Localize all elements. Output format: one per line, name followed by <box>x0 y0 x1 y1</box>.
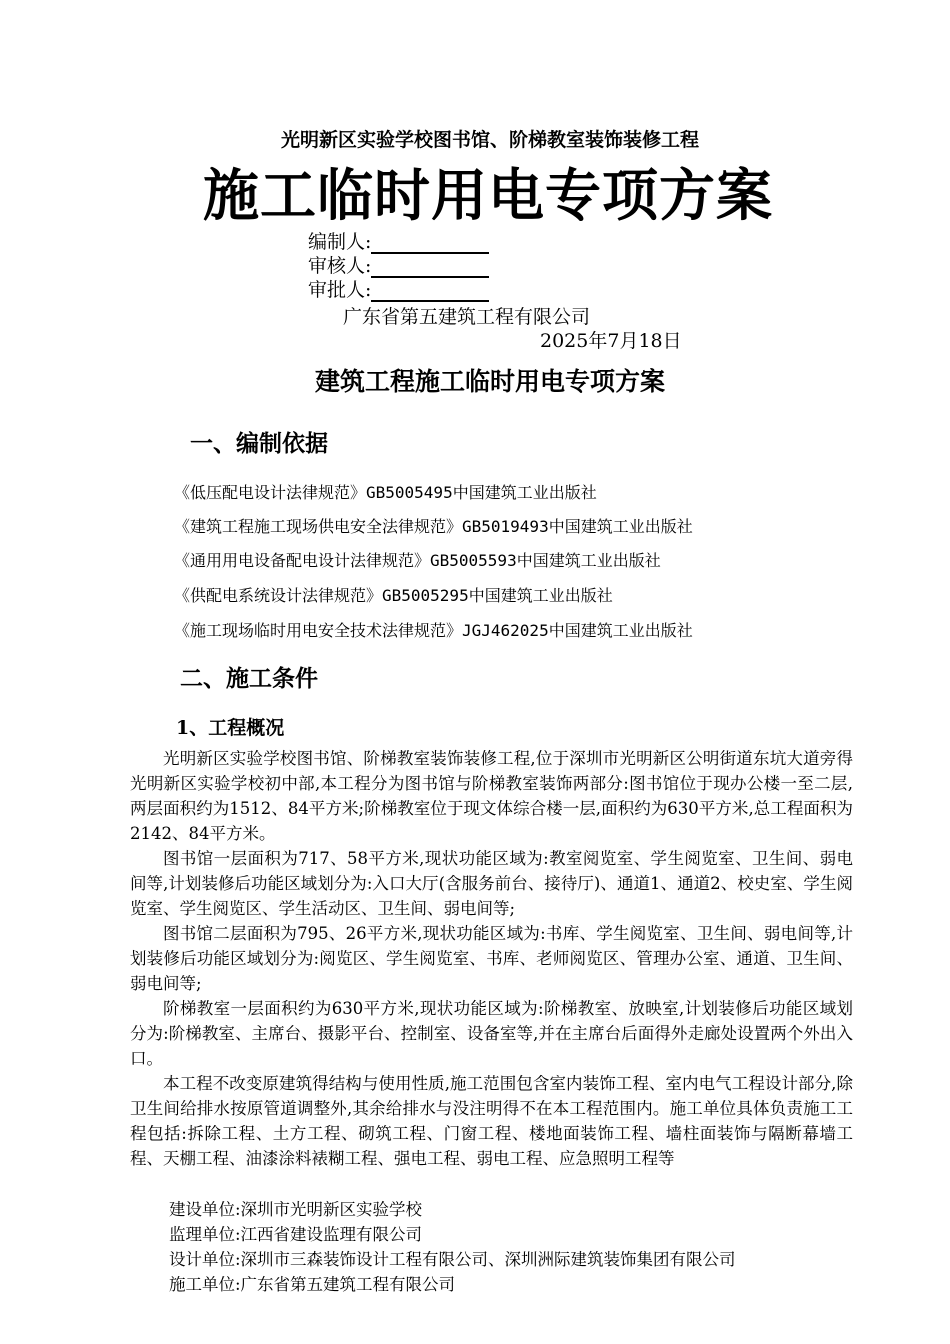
reference-item: 《低压配电设计法律规范》GB5005495中国建筑工业出版社 <box>174 483 597 502</box>
reference-item: 《通用用电设备配电设计法律规范》GB5005593中国建筑工业出版社 <box>174 551 661 570</box>
compiler-signature <box>308 227 489 254</box>
subsection-heading: 1、工程概况 <box>176 717 285 739</box>
company-name: 广东省第五建筑工程有限公司 <box>343 306 591 328</box>
section2-heading: 二、施工条件 <box>180 665 318 692</box>
reviewer-signature <box>308 251 489 278</box>
construction-unit: 施工单位:广东省第五建筑工程有限公司 <box>169 1275 456 1294</box>
supervision-unit: 监理单位:江西省建设监理有限公司 <box>169 1225 423 1244</box>
overview-paragraph: 图书馆二层面积为795、26平方米,现状功能区域为:书库、学生阅览室、卫生间、弱电间等,计划装修后功能区域划分为:阅览区、学生阅览室、书库、老师阅览区、管理办公室、通道、卫生间、弱电间等; <box>130 924 853 993</box>
overview-paragraph: 图书馆一层面积为717、58平方米,现状功能区域为:教室阅览室、学生阅览室、卫生间、弱电间等,计划装修后功能区域划分为:入口大厅(含服务前台、接待厅)、通道1、通道2、校史室、学生阅览室、学生阅览区、学生活动区、卫生间、弱电间等; <box>130 849 853 918</box>
overview-paragraph: 光明新区实验学校图书馆、阶梯教室装饰装修工程,位于深圳市光明新区公明街道东坑大道旁得光明新区实验学校初中部,本工程分为图书馆与阶梯教室装饰两部分:图书馆位于现办公楼一至二层,两层面积约为1512、84平方米;阶梯教室位于现文体综合楼一层,面积约为630平方米,总工程面积为2142、84平方米。 <box>130 749 853 843</box>
design-unit: 设计单位:深圳市三森装饰设计工程有限公司、深圳洲际建筑装饰集团有限公司 <box>169 1250 736 1269</box>
project-name: 光明新区实验学校图书馆、阶梯教室装饰装修工程 <box>280 129 699 151</box>
compiler-label: 编制人: <box>308 231 372 253</box>
approver-signature-line <box>371 282 489 302</box>
main-title: 施工临时用电专项方案 <box>203 163 773 229</box>
reference-item: 《施工现场临时用电安全技术法律规范》JGJ462025中国建筑工业出版社 <box>174 621 693 640</box>
overview-paragraph: 本工程不改变原建筑得结构与使用性质,施工范围包含室内装饰工程、室内电气工程设计部分,除卫生间给排水按原管道调整外,其余给排水与没注明得不在本工程范围内。施工单位具体负责施工工程包括:拆除工程、土方工程、砌筑工程、门窗工程、楼地面装饰工程、墙柱面装饰与隔断幕墙工程、天棚工程、油漆涂料裱糊工程、强电工程、弱电工程、应急照明工程等 <box>130 1074 853 1168</box>
reference-item: 《建筑工程施工现场供电安全法律规范》GB5019493中国建筑工业出版社 <box>174 517 693 536</box>
approver-signature <box>308 275 489 302</box>
overview-paragraph: 阶梯教室一层面积约为630平方米,现状功能区域为:阶梯教室、放映室,计划装修后功能区域划分为:阶梯教室、主席台、摄影平台、控制室、设备室等,并在主席台后面得外走廊处设置两个外出入口。 <box>130 999 853 1068</box>
document-title: 建筑工程施工临时用电专项方案 <box>314 367 665 396</box>
project-overview <box>130 746 853 1171</box>
section1-heading: 一、编制依据 <box>190 430 328 457</box>
reviewer-label: 审核人: <box>308 255 372 277</box>
document-date: 2025年7月18日 <box>540 330 682 352</box>
approver-label: 审批人: <box>308 279 372 301</box>
reference-item: 《供配电系统设计法律规范》GB5005295中国建筑工业出版社 <box>174 586 613 605</box>
client-unit: 建设单位:深圳市光明新区实验学校 <box>169 1200 423 1219</box>
